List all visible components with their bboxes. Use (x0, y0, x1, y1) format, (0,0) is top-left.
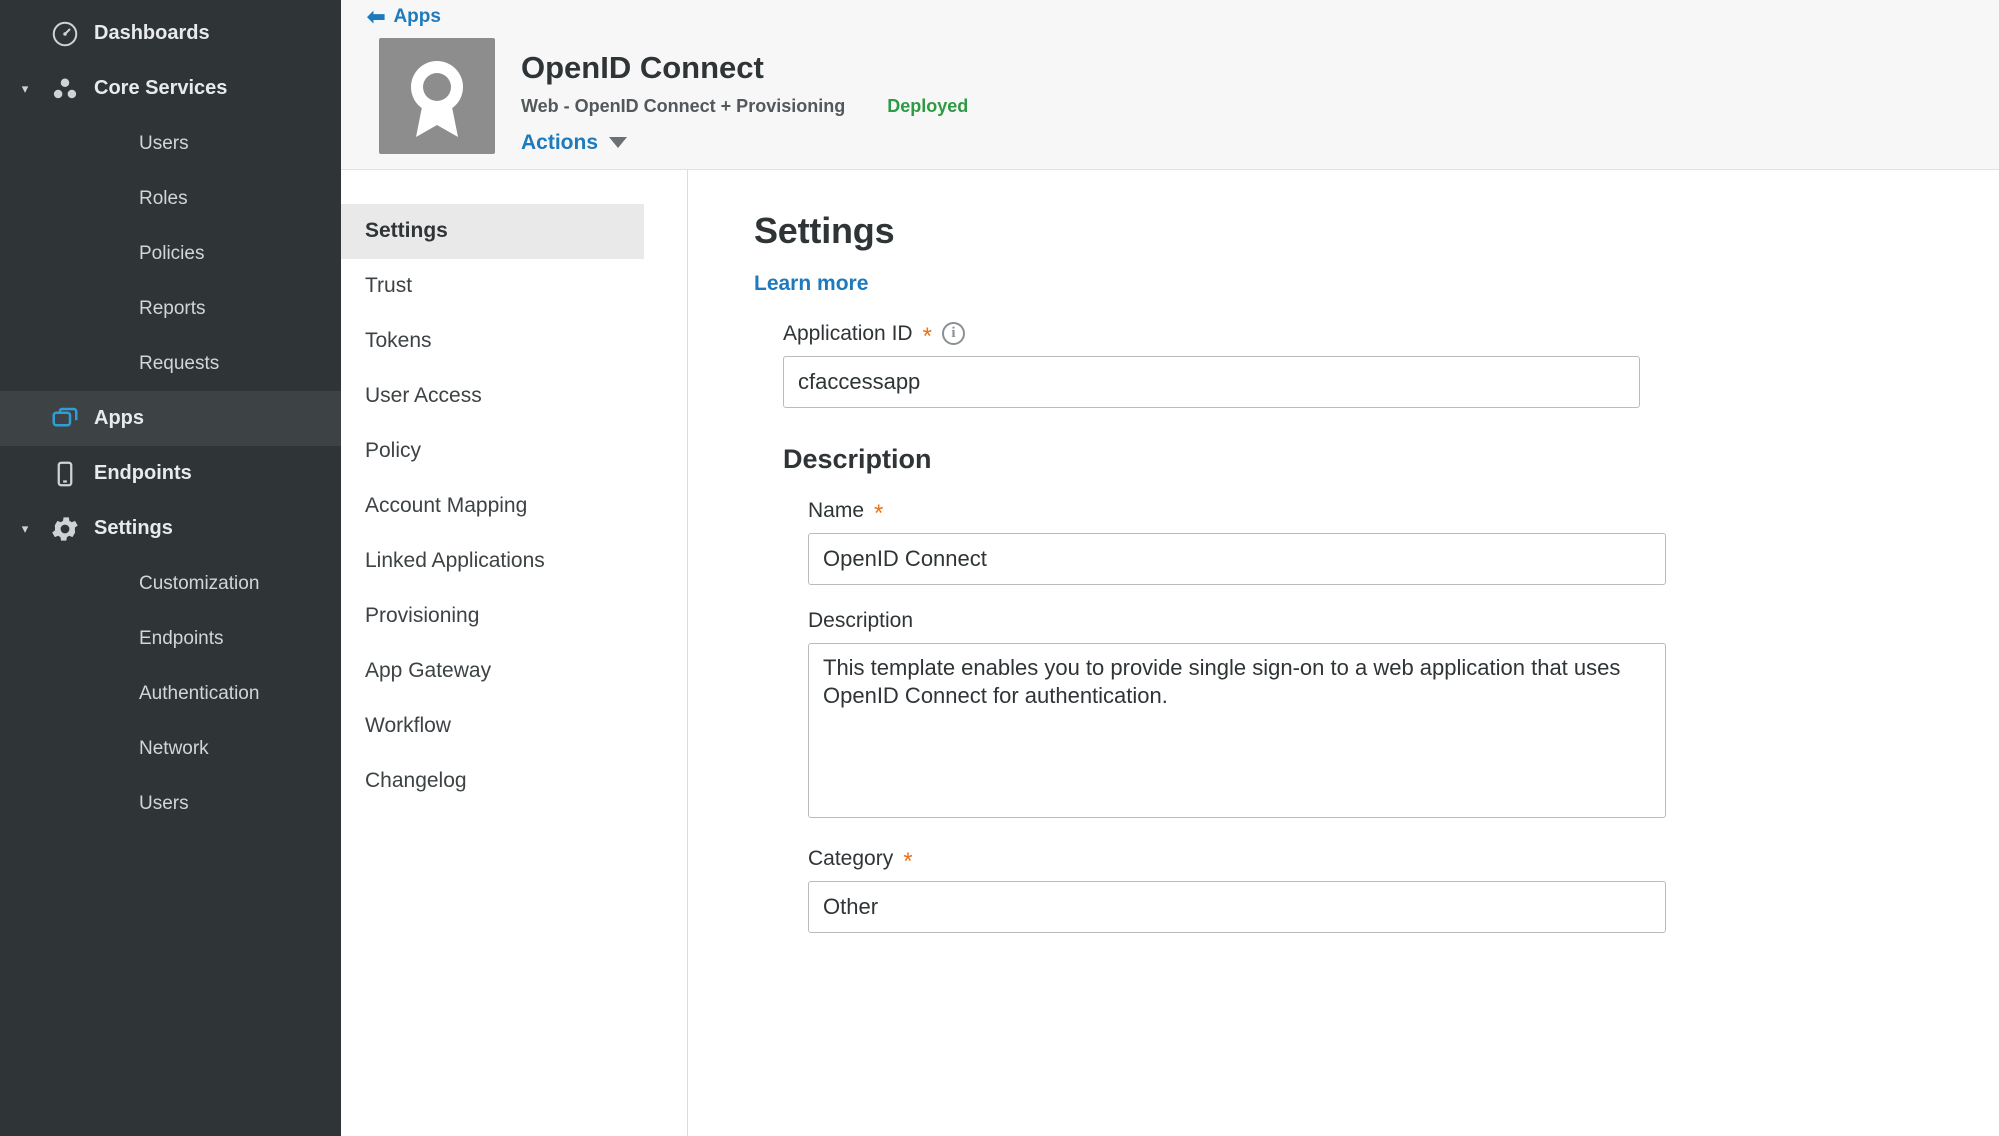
tab-label: Changelog (365, 769, 467, 793)
tab-account-mapping[interactable] (341, 479, 644, 534)
tab-app-gateway[interactable] (341, 644, 644, 699)
sidebar-item-label: Apps (94, 407, 144, 429)
services-icon (42, 74, 88, 104)
sidebar-item-roles[interactable] (0, 171, 341, 226)
sidebar-item-requests[interactable] (0, 336, 341, 391)
sidebar-item-network[interactable] (0, 721, 341, 776)
back-arrow-icon: ⬅ (367, 4, 386, 29)
sidebar-item-apps[interactable] (0, 391, 341, 446)
page-title: OpenID Connect (521, 50, 764, 85)
sidebar-item-label: Endpoints (139, 627, 224, 649)
sidebar-item-label: Core Services (94, 77, 228, 99)
sidebar-item-users[interactable] (0, 116, 341, 171)
tab-label: Provisioning (365, 604, 480, 628)
category-field (754, 847, 1999, 933)
sidebar-item-label: Dashboards (94, 22, 210, 44)
tab-label: User Access (365, 384, 482, 408)
chevron-down-icon (609, 137, 627, 148)
tab-workflow[interactable] (341, 699, 644, 754)
gauge-icon (42, 19, 88, 49)
settings-pane (688, 170, 1999, 1136)
app-logo-icon (379, 38, 495, 154)
actions-label: Actions (521, 130, 599, 154)
name-field (754, 499, 1999, 585)
chevron-down-icon[interactable]: ▾ (21, 80, 29, 96)
tab-trust[interactable] (341, 259, 644, 314)
description-label: Description (808, 608, 914, 632)
sidebar-item-label: Users (139, 792, 189, 814)
name-label: Name (808, 498, 865, 522)
gear-icon (42, 513, 88, 545)
application-id-label: Application ID (783, 321, 913, 345)
sidebar-item-settings-users[interactable] (0, 776, 341, 831)
apps-icon (42, 404, 88, 434)
status-badge: Deployed (887, 95, 969, 116)
sidebar-item-label: Policies (139, 242, 205, 264)
name-input[interactable] (808, 533, 1666, 585)
content-area (341, 170, 1999, 1136)
tab-linked-applications[interactable] (341, 534, 644, 589)
tab-label: Tokens (365, 329, 432, 353)
category-input[interactable] (808, 881, 1666, 933)
sidebar-item-reports[interactable] (0, 281, 341, 336)
breadcrumb-label: Apps (393, 6, 441, 27)
application-id-field (754, 322, 1999, 408)
sidebar-item-label: Endpoints (94, 462, 192, 484)
tab-label: Trust (365, 274, 413, 298)
sidebar-item-policies[interactable] (0, 226, 341, 281)
sidebar-item-authentication[interactable] (0, 666, 341, 721)
sidebar-item-settings[interactable] (0, 501, 341, 556)
learn-more-link[interactable]: Learn more (754, 271, 869, 295)
tab-label: Workflow (365, 714, 451, 738)
sidebar-item-label: Authentication (139, 682, 260, 704)
sidebar-item-core-services[interactable] (0, 61, 341, 116)
category-label: Category (808, 846, 894, 870)
app-header (341, 0, 1999, 170)
chevron-down-icon[interactable]: ▾ (21, 520, 29, 536)
tab-settings[interactable] (341, 204, 644, 259)
sidebar-item-endpoints[interactable] (0, 446, 341, 501)
sidebar-item-settings-endpoints[interactable] (0, 611, 341, 666)
sidebar-item-dashboards[interactable] (0, 6, 341, 61)
required-marker: * (874, 499, 884, 527)
sidebar (0, 0, 341, 1136)
sidebar-item-label: Requests (139, 352, 220, 374)
sidebar-item-customization[interactable] (0, 556, 341, 611)
tab-changelog[interactable] (341, 754, 644, 809)
app-header-text (521, 38, 968, 155)
tab-tokens[interactable] (341, 314, 644, 369)
tab-list (341, 170, 688, 1136)
tab-label: App Gateway (365, 659, 492, 683)
main-area (341, 0, 1999, 1136)
description-field (754, 609, 1999, 823)
tab-provisioning[interactable] (341, 589, 644, 644)
device-icon (42, 459, 88, 489)
actions-menu-button[interactable] (521, 131, 968, 155)
tab-label: Linked Applications (365, 549, 545, 573)
sidebar-item-label: Settings (94, 517, 173, 539)
breadcrumb[interactable] (341, 0, 1999, 32)
description-section-heading: Description (783, 443, 932, 474)
info-icon[interactable]: i (942, 322, 965, 345)
sidebar-item-label: Users (139, 132, 189, 154)
tab-user-access[interactable] (341, 369, 644, 424)
sidebar-item-label: Customization (139, 572, 260, 594)
application-id-input[interactable] (783, 356, 1640, 408)
tab-label: Account Mapping (365, 494, 528, 518)
sidebar-item-label: Network (139, 737, 209, 759)
description-textarea[interactable] (808, 643, 1666, 818)
settings-title: Settings (754, 209, 895, 251)
sidebar-item-label: Roles (139, 187, 188, 209)
sidebar-item-label: Reports (139, 297, 206, 319)
app-subtitle: Web - OpenID Connect + Provisioning (521, 95, 846, 116)
app-header-body (341, 32, 1999, 155)
required-marker: * (903, 847, 913, 875)
tab-label: Settings (365, 219, 448, 243)
tab-label: Policy (365, 439, 422, 463)
required-marker: * (922, 322, 932, 350)
tab-policy[interactable] (341, 424, 644, 479)
